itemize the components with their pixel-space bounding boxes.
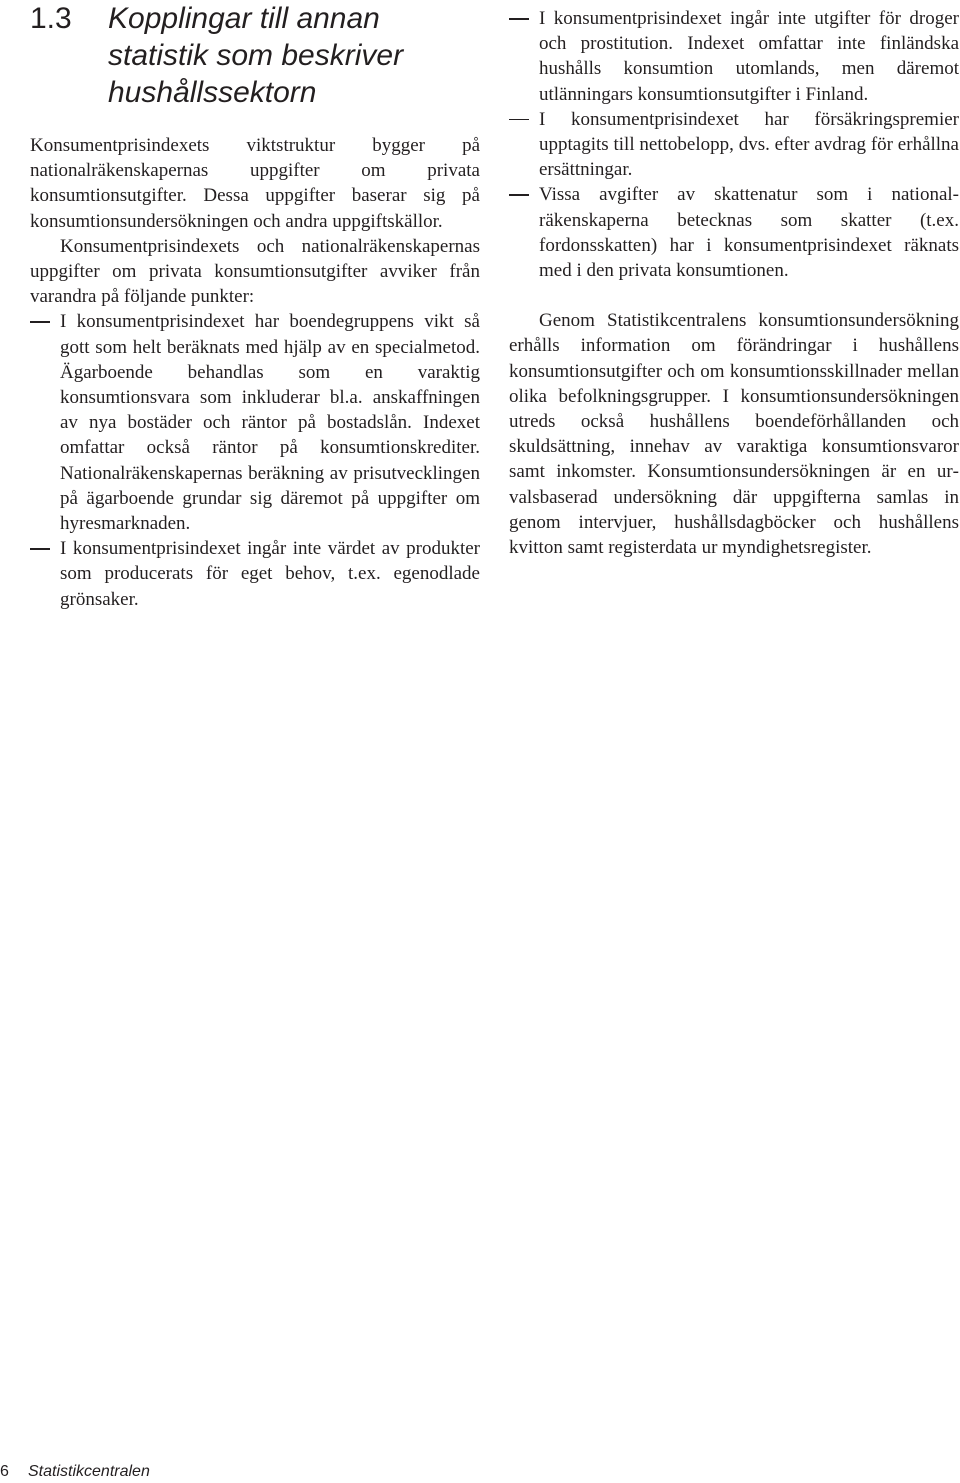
section-title-line-2: statistik som beskriver: [108, 39, 404, 72]
list-item: [509, 182, 959, 283]
section-title-line-3: hushållssektorn: [108, 76, 317, 109]
page-number: 6: [0, 1463, 9, 1480]
dash-bullet-icon: [30, 548, 50, 550]
paragraph-gap: [509, 283, 959, 308]
section-title-line-1: Kopplingar till annan: [108, 2, 380, 35]
list-item: [509, 107, 959, 183]
list-item: [30, 309, 480, 536]
left-column: [30, 133, 480, 612]
publisher-name: Statistikcentralen: [28, 1463, 150, 1480]
list-item-text: I konsumentprisindexet har boendegruppens vikt så gott som helt beräknats med hjälp av en specialmetod. Ägarboende behandlas som en varaktig konsumtionsvara som inkluderar bl.a. anskaffningen av nya bostäder och räntor på bostadslån. Indexet omfattar också räntor på konsumtionskrediter. Nationalräkenskapernas beräkning av prisutvecklingen på ägarboende grundar sig däremot på uppgifter om hyresmarknaden.: [60, 311, 480, 535]
list-item-text: I konsumentprisindexet har försäkringspremier upptagits till nettobelopp, dvs. efter avdrag för erhållna ersättningar.: [539, 108, 959, 181]
dash-bullet-icon: [509, 194, 529, 196]
list-item: [509, 6, 959, 107]
list-item-text: Vissa avgifter av skattenatur som i nationalräkenskaperna betecknas som skatter (t.ex. fordonsskatten) har i konsumentprisindexet räknats med i den privata konsumtionen.: [539, 184, 959, 282]
right-dash-list: [509, 6, 959, 283]
section-heading: [30, 0, 470, 111]
left-paragraph-2: Konsumentprisindexets och nationalräkenskapernas uppgifter om privata konsumtionsutgifter avviker från varandra på följande punkter:: [30, 235, 480, 308]
right-paragraph-1: Genom Statistikcentralens konsumtionsundersökning erhålls information om förändringar i hushållens konsumtionsutgifter och om konsumtionsskillnader mellan olika befolkningsgrupper. I konsumtionsundersökningen utreds också hushållens boendeförhållanden och skuldsättning, innehav av varaktiga konsumtionsvaror samt inkomster. Konsumtionsundersökningen är en urvalsbaserad undersökning där uppgifterna samlas in genom intervjuer, hushållsdagböcker och hushållens kvitton samt registerdata ur myndighetsregister.: [509, 310, 959, 559]
left-paragraph-1: Konsumentprisindexets viktstruktur bygger på nationalräkenskapernas uppgifter om privata konsumtionsutgifter. Dessa uppgifter baserar sig på konsumtionsundersökningen och andra uppgiftskällor.: [30, 135, 480, 232]
list-item-text: I konsumentprisindexet ingår inte värdet av produkter som producerats för eget behov, t.ex. egenodlade grönsaker.: [60, 538, 480, 610]
dash-bullet-icon: [30, 321, 50, 323]
dash-bullet-icon: [509, 119, 529, 121]
page-footer: [0, 1462, 150, 1482]
list-item: [30, 536, 480, 612]
section-number: 1.3: [30, 2, 72, 35]
list-item-text: I konsumentprisindexet ingår inte utgifter för droger och prostitution. Indexet omfattar inte finländska hushålls konsumtion utomlands, men däremot utlänningars konsumtionsutgifter i Finland.: [539, 8, 959, 105]
right-column: [509, 6, 959, 560]
dash-bullet-icon: [509, 18, 529, 20]
left-dash-list: [30, 309, 480, 611]
